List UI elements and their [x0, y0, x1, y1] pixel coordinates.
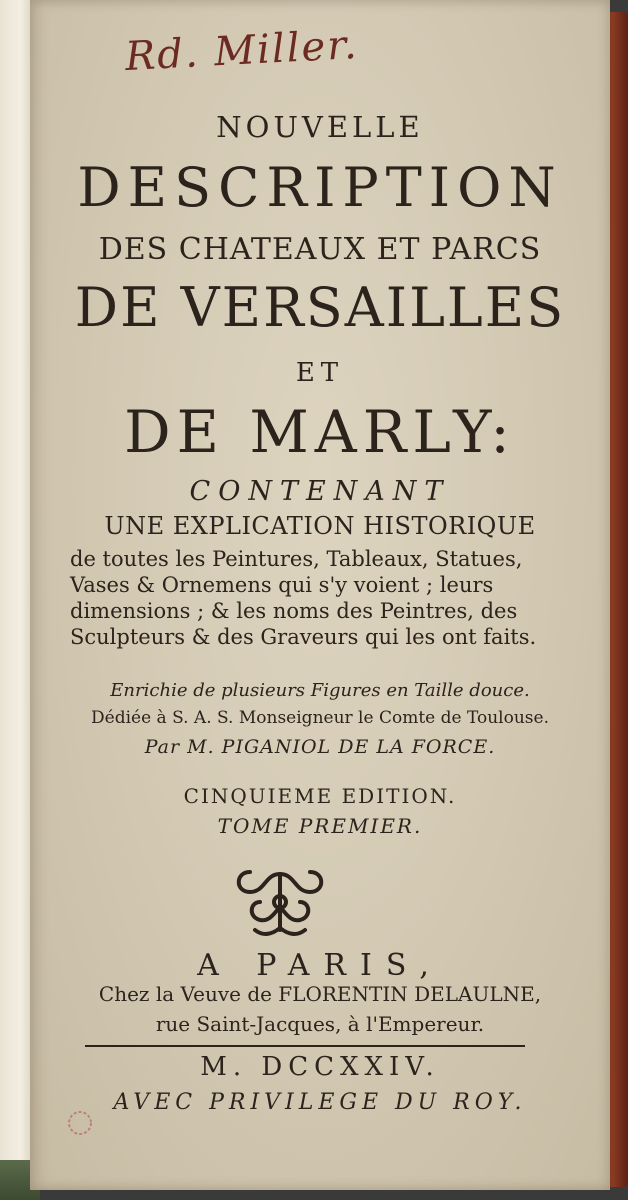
title-et: ET [295, 358, 345, 388]
body-line-2: Vases & Ornemens qui s'y voient ; leurs [70, 573, 494, 597]
enrichie-line: Enrichie de plusieurs Figures en Taille douce. [110, 680, 530, 701]
library-stamp-icon [65, 1108, 95, 1138]
title-page [30, 0, 610, 1190]
title-versailles: DE VERSAILLES [74, 276, 566, 339]
publication-date: M. DCCXXIV. [200, 1052, 440, 1082]
body-line-1: de toutes les Peintures, Tableaux, Statues, [70, 547, 523, 571]
title-marly: DE MARLY: [124, 398, 516, 466]
contenant-heading: CONTENANT [189, 476, 451, 507]
edition-line: CINQUIEME EDITION. [183, 784, 457, 808]
dedication-line: Dédiée à S. A. S. Monseigneur le Comte de Toulouse. [91, 708, 549, 728]
title-nouvelle: NOUVELLE [216, 110, 424, 144]
body-line-3: dimensions ; & les noms des Peintres, des [70, 599, 518, 623]
book-gutter [0, 0, 34, 1200]
title-chateaux: DES CHATEAUX ET PARCS [98, 232, 542, 267]
tome-line: TOME PREMIER. [217, 814, 423, 838]
body-line-4: Sculpteurs & des Graveurs qui les ont faits. [70, 625, 537, 649]
title-description: DESCRIPTION [77, 156, 563, 219]
imprint-city: A PARIS, [197, 948, 443, 983]
privilege-line: AVEC PRIVILEGE DU ROY. [113, 1090, 527, 1115]
handwritten-signature: Rd. Miller. [123, 21, 360, 81]
imprint-rule [85, 1045, 525, 1047]
printer-ornament-icon [230, 862, 330, 942]
imprint-publisher: Chez la Veuve de FLORENTIN DELAULNE, [98, 982, 542, 1006]
author-line: Par M. PIGANIOL DE LA FORCE. [144, 736, 496, 758]
explication-heading: UNE EXPLICATION HISTORIQUE [104, 512, 536, 540]
imprint-address: rue Saint-Jacques, à l'Empereur. [155, 1012, 485, 1036]
